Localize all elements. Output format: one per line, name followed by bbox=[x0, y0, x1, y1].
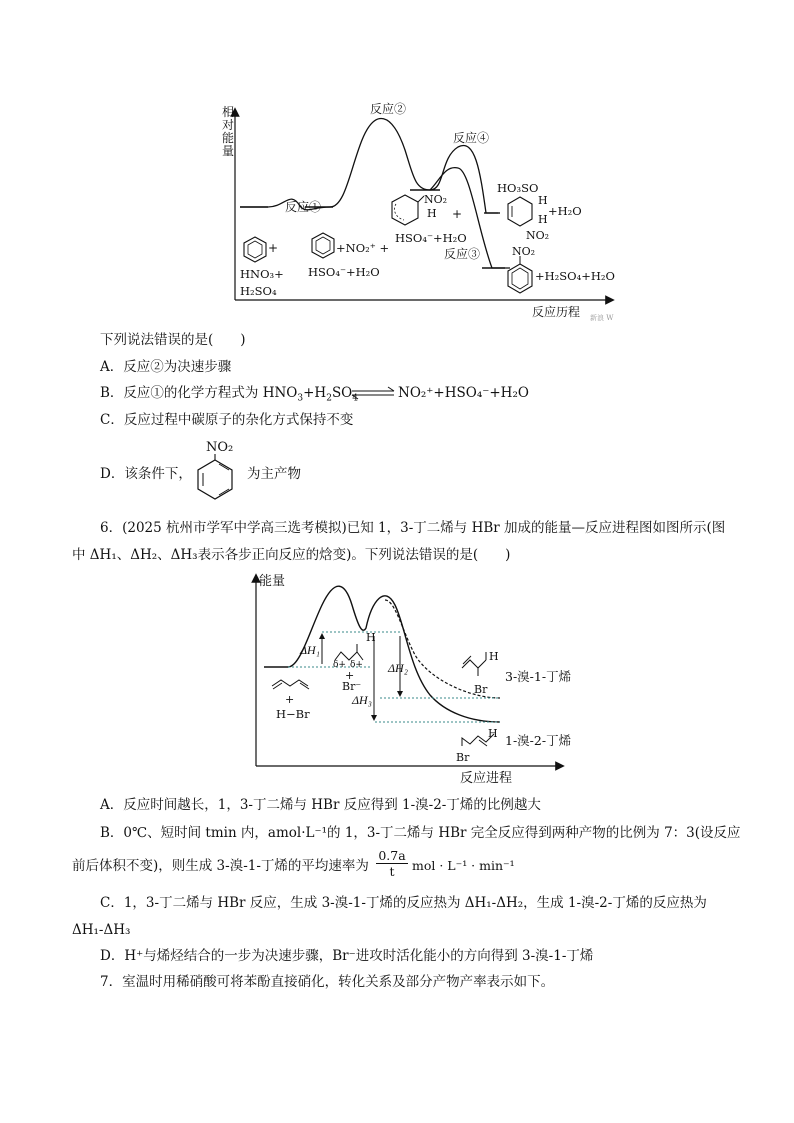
plus-sign: + bbox=[345, 669, 355, 682]
plus-sign-2: + bbox=[285, 693, 295, 706]
sigma-hso4: HSO₄⁻+H₂O bbox=[395, 231, 467, 245]
delta-h2: ΔH₂ bbox=[388, 661, 408, 675]
sulfonated-product-icon bbox=[508, 197, 532, 226]
q6-option-a: A．反应时间越长，1，3-丁二烯与 HBr 反应得到 1-溴-2-丁烯的比例越大 bbox=[100, 797, 541, 813]
equilibrium-arrow-icon bbox=[350, 386, 396, 400]
hbr-label: H−Br bbox=[276, 707, 310, 721]
q5-stem: 下列说法错误的是( ) bbox=[100, 332, 246, 348]
q6-stem-line1: 6．(2025 杭州市学军中学高三选考模拟)已知 1，3-丁二烯与 HBr 加成的能量—反应进程图如图所示(图 bbox=[100, 520, 726, 536]
product1-h: H bbox=[489, 650, 499, 663]
q6-option-b-line2: 前后体积不变)，则生成 3-溴-1-丁烯的平均速率为 bbox=[72, 858, 369, 874]
benzene-icon bbox=[312, 233, 334, 258]
carbocation-h: H bbox=[366, 631, 376, 644]
label-reaction-4: 反应④ bbox=[453, 131, 490, 145]
product4-h: H bbox=[538, 194, 548, 207]
q5-option-c: C．反应过程中碳原子的杂化方式保持不变 bbox=[100, 412, 354, 428]
product4-h2: H bbox=[538, 213, 548, 226]
y-axis-label: 能量 bbox=[259, 574, 286, 589]
product2-h: H bbox=[488, 727, 498, 740]
q5-option-b: B．反应①的化学方程式为 $HNO_3+H_2SO_4$ bbox=[100, 385, 358, 404]
q5-option-d-prefix: D．该条件下， bbox=[100, 466, 192, 482]
benzene-icon bbox=[244, 237, 266, 262]
product3-no2: NO₂ bbox=[512, 245, 536, 258]
label-reaction-1: 反应① bbox=[285, 200, 322, 214]
y-axis-label: 相对能量 bbox=[222, 105, 235, 158]
fraction-denominator: t bbox=[389, 864, 395, 879]
delta-plus-1: δ+ bbox=[333, 660, 346, 670]
product4-no2: NO₂ bbox=[526, 229, 550, 242]
q6-option-c-line2: ΔH₁-ΔH₃ bbox=[72, 922, 131, 938]
reactant-h2so4: H₂SO₄ bbox=[240, 284, 277, 298]
intermediate1-hso4: HSO₄⁻+H₂O bbox=[308, 265, 380, 279]
q5-option-d-suffix: 为主产物 bbox=[247, 466, 301, 482]
q6-option-d: D．H⁺与烯烃结合的一步为决速步骤，Br⁻进攻时活化能小的方向得到 3-溴-1-丁烯 bbox=[100, 948, 594, 964]
rate-fraction bbox=[376, 848, 408, 879]
q5-option-d-no2: NO₂ bbox=[206, 440, 234, 455]
fraction-numerator: 0.7a bbox=[376, 848, 408, 864]
product4-ho3so: HO₃SO bbox=[497, 181, 539, 195]
q7-stem: 7．室温时用稀硝酸可将苯酚直接硝化，转化关系及部分产物产率表示如下。 bbox=[100, 974, 555, 990]
sigma-no2: NO₂ bbox=[424, 193, 448, 206]
delta-plus-2: δ+ bbox=[350, 660, 363, 670]
rate-unit: mol · L⁻¹ · min⁻¹ bbox=[412, 858, 515, 873]
x-axis-label: 反应进程 bbox=[460, 771, 513, 786]
x-axis-label: 反应历程 bbox=[532, 305, 581, 319]
intermediate1-no2: +NO₂⁺ + bbox=[336, 241, 390, 255]
delta-h1: ΔH₁ bbox=[300, 643, 320, 657]
sigma-plus: + bbox=[452, 207, 463, 221]
reactant-plus: + bbox=[268, 241, 279, 255]
q6-stem-line2: 中 ΔH₁、ΔH₂、ΔH₃表示各步正向反应的焓变)。下列说法错误的是( ) bbox=[72, 547, 511, 563]
delta-h3: ΔH₃ bbox=[352, 693, 372, 707]
product2-br: Br bbox=[456, 751, 470, 764]
product2-name: 1-溴-2-丁烯 bbox=[505, 733, 572, 748]
product3-rest: +H₂SO₄+H₂O bbox=[535, 269, 615, 283]
product1-br: Br bbox=[474, 683, 488, 696]
sigma-h: H bbox=[427, 207, 437, 220]
nitrobenzene-icon bbox=[188, 452, 244, 502]
label-reaction-3: 反应③ bbox=[444, 247, 481, 261]
q5-option-b-rhs: NO₂⁺+HSO₄⁻+H₂O bbox=[398, 385, 529, 401]
q6-option-b-line1: B．0℃、短时间 tmin 内，amol·L⁻¹的 1，3-丁二烯与 HBr 完全反应得到两种产物的比例为 7：3(设反应 bbox=[100, 825, 741, 841]
q5-option-a: A．反应②为决速步骤 bbox=[100, 359, 232, 375]
label-reaction-2: 反应② bbox=[370, 102, 407, 116]
product1-name: 3-溴-1-丁烯 bbox=[505, 669, 572, 684]
sigma-complex-icon bbox=[392, 195, 424, 225]
q6-option-c-line1: C．1，3-丁二烯与 HBr 反应，生成 3-溴-1-丁烯的反应热为 ΔH₁-ΔH₂，生成 1-溴-2-丁烯的反应热为 bbox=[100, 895, 707, 911]
product4-h2o: +H₂O bbox=[548, 204, 582, 218]
watermark: 新浪 W bbox=[590, 314, 614, 322]
bromide-ion: Br⁻ bbox=[342, 680, 362, 693]
reactant-hno3: HNO₃+ bbox=[240, 267, 284, 281]
